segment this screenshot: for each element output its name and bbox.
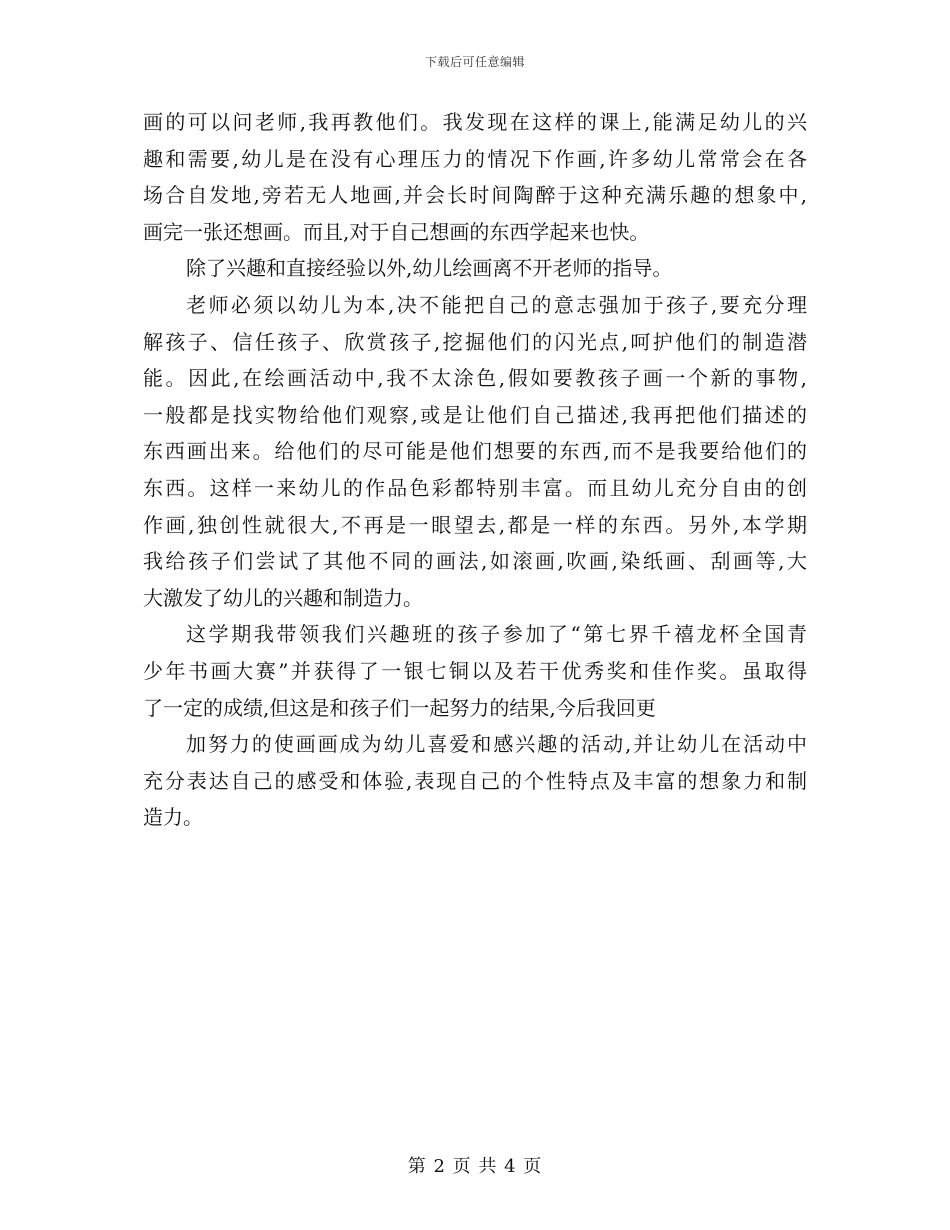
body-line: 大激发了幼儿的兴趣和制造力。 xyxy=(143,585,423,610)
body-line: 我给孩子们尝试了其他不同的画法,如滚画,吹画,染纸画、刮画等,大 xyxy=(143,549,807,574)
page-number-footer: 第 2 页 共 4 页 xyxy=(407,1156,543,1177)
body-line: 趣和需要,幼儿是在没有心理压力的情况下作画,许多幼儿常常会在各 xyxy=(143,146,807,171)
body-line: 这学期我带领我们兴趣班的孩子参加了“第七界千禧龙杯全国青 xyxy=(186,622,807,647)
body-line: 场合自发地,旁若无人地画,并会长时间陶醉于这种充满乐趣的想象中, xyxy=(143,183,807,208)
body-line: 解孩子、信任孩子、欣赏孩子,挖掘他们的闪光点,呵护他们的制造潜 xyxy=(143,329,807,354)
body-line: 能。因此,在绘画活动中,我不太涂色,假如要教孩子画一个新的事物, xyxy=(143,366,807,391)
body-line: 画的可以问老师,我再教他们。我发现在这样的课上,能满足幼儿的兴 xyxy=(143,110,807,134)
body-line: 少年书画大赛”并获得了一银七铜以及若干优秀奖和佳作奖。虽取得 xyxy=(143,658,807,683)
body-line: 造力。 xyxy=(143,805,203,830)
body-line: 作画,独创性就很大,不再是一眼望去,都是一样的东西。另外,本学期 xyxy=(143,512,807,537)
document-body xyxy=(143,104,807,836)
body-line: 一般都是找实物给他们观察,或是让他们自己描述,我再把他们描述的 xyxy=(143,402,807,427)
body-line: 了一定的成绩,但这是和孩子们一起努力的结果,今后我回更 xyxy=(143,695,656,720)
page-header-note: 下载后可任意编辑 xyxy=(424,55,525,69)
body-line: 加努力的使画画成为幼儿喜爱和感兴趣的活动,并让幼儿在活动中 xyxy=(186,732,807,757)
body-line: 东西。这样一来幼儿的作品色彩都特别丰富。而且幼儿充分自由的创 xyxy=(143,475,807,500)
body-line: 画完一张还想画。而且,对于自己想画的东西学起来也快。 xyxy=(143,219,650,244)
body-line: 除了兴趣和直接经验以外,幼儿绘画离不开老师的指导。 xyxy=(186,256,673,281)
body-line: 老师必须以幼儿为本,决不能把自己的意志强加于孩子,要充分理 xyxy=(186,292,807,317)
body-line: 东西画出来。给他们的尽可能是他们想要的东西,而不是我要给他们的 xyxy=(143,439,807,464)
body-line: 充分表达自己的感受和体验,表现自己的个性特点及丰富的想象力和制 xyxy=(143,768,807,793)
